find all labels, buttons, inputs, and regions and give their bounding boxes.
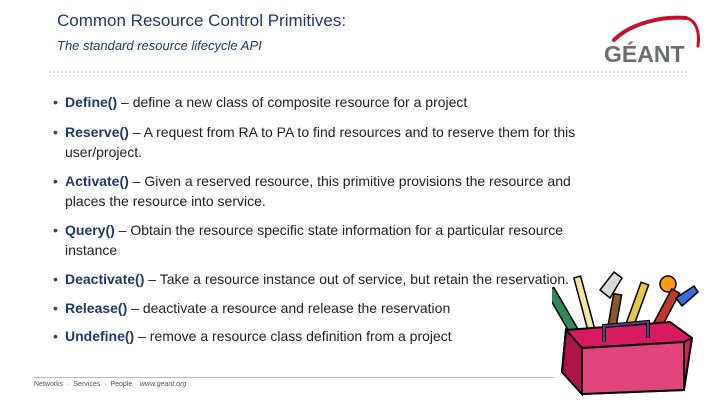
list-item: [48, 122, 596, 162]
primitive-description: – Take a resource instance out of service, but retain the reservation.: [144, 271, 570, 287]
footer-rule: [34, 377, 554, 378]
slide-title: Common Resource Control Primitives:: [57, 11, 347, 30]
slide-subtitle: The standard resource lifecycle API: [57, 38, 262, 53]
primitive-name: Reserve(): [65, 124, 129, 140]
header-dotted-rule: [48, 70, 688, 76]
list-item: [48, 220, 596, 260]
footer-url[interactable]: www.geant.org: [140, 381, 187, 388]
list-item: [48, 269, 596, 289]
primitive-description: – A request from RA to PA to find resources and to reserve them for this user/project.: [65, 124, 576, 160]
logo-text: GÉANT: [604, 41, 685, 67]
primitive-description: – define a new class of composite resource for a project: [117, 94, 468, 110]
primitive-description: – deactivate a resource and release the reservation: [127, 300, 451, 316]
list-item: [48, 92, 596, 112]
list-item: [48, 326, 596, 346]
primitive-name: Define(): [65, 94, 118, 110]
primitive-name: Query(): [65, 222, 115, 238]
primitive-name: Activate(): [65, 173, 129, 189]
primitive-description: – Obtain the resource specific state information for a particular resource instance: [65, 222, 564, 258]
list-item: [48, 298, 596, 318]
list-item: [48, 171, 596, 211]
footer-tagline: Networks · Services · People: [34, 381, 133, 388]
toolbox-icon: [552, 268, 702, 398]
geant-logo: [600, 10, 704, 68]
primitive-name: Undefine(): [65, 328, 135, 344]
primitive-name: Deactivate(): [65, 271, 145, 287]
primitive-list: [48, 92, 596, 346]
primitive-name: Release(): [65, 300, 128, 316]
primitive-description: – Given a reserved resource, this primitive provisions the resource and places the resource into service.: [65, 173, 571, 209]
primitive-description: – remove a resource class definition from a project: [134, 328, 452, 344]
